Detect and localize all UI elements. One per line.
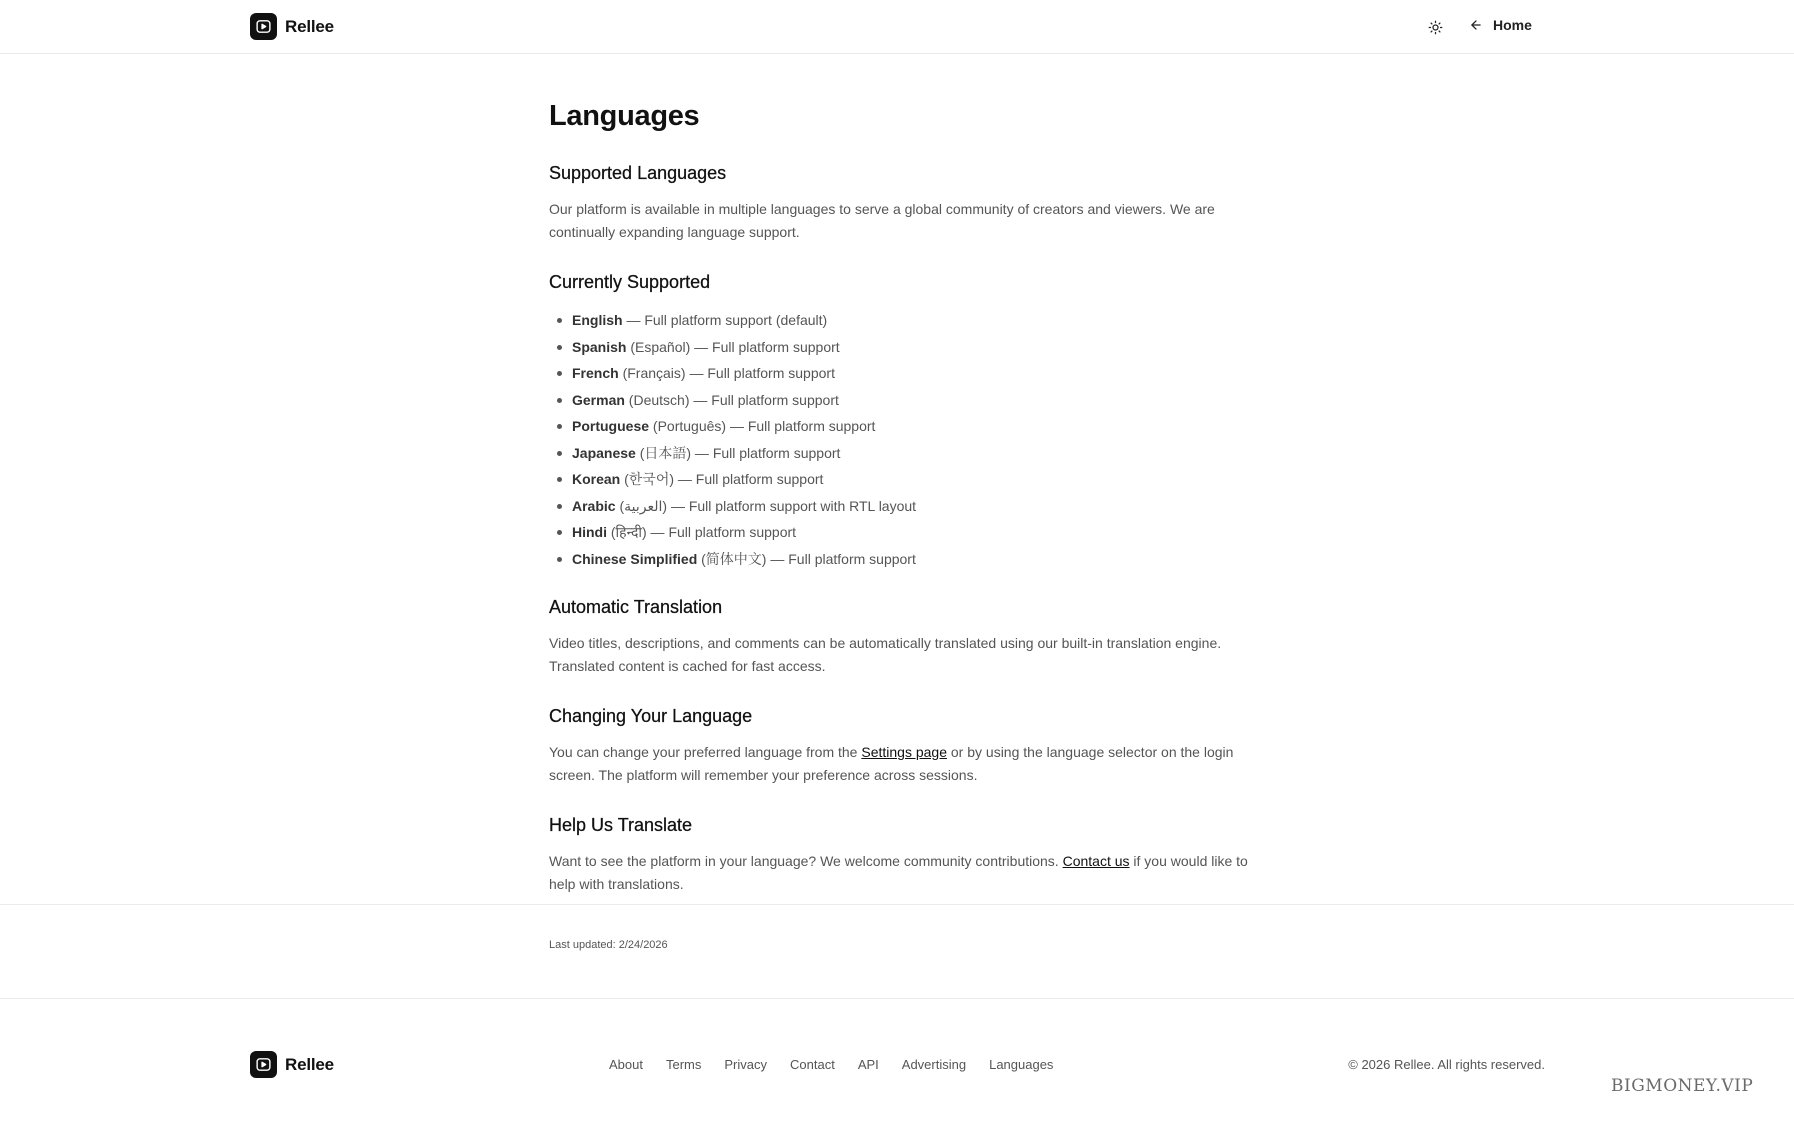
footer-link-api[interactable]: API — [857, 1057, 879, 1072]
list-item — [549, 493, 1249, 520]
language-name: Korean — [572, 471, 621, 487]
list-item — [549, 413, 1249, 440]
text-fragment: Want to see the platform in your language? We welcome community contributions. — [549, 853, 1063, 869]
arrow-left-icon — [1469, 18, 1483, 32]
language-detail: (Français) — Full platform support — [618, 365, 835, 381]
language-name: French — [572, 365, 619, 381]
language-name: Arabic — [572, 497, 616, 514]
language-name: Japanese — [572, 444, 636, 461]
list-item — [549, 307, 1249, 334]
section-heading-supported: Supported Languages — [549, 163, 727, 183]
footer-link-advertising[interactable]: Advertising — [901, 1057, 967, 1072]
last-updated-text: Last updated: 2/24/2026 — [549, 939, 668, 951]
home-link-label: Home — [1493, 17, 1532, 33]
section-text-auto-translation: Video titles, descriptions, and comments can be automatically translated using our built-in translation engine. Translated content is cached for fast access. — [549, 635, 1222, 674]
language-list — [549, 307, 1249, 572]
language-detail: (Deutsch) — Full platform support — [624, 391, 839, 408]
footer-brand-name: Rellee — [285, 1054, 334, 1074]
list-item — [549, 466, 1249, 493]
watermark: BIGMONEY.VIP — [1611, 1076, 1754, 1096]
list-item — [549, 546, 1249, 573]
footer-link-privacy[interactable]: Privacy — [724, 1057, 767, 1072]
play-box-icon — [250, 13, 277, 40]
last-updated-band — [0, 904, 1794, 999]
theme-toggle-button[interactable] — [1426, 18, 1444, 36]
section-text-help-translate — [549, 850, 1249, 896]
section-text-change-language — [549, 741, 1249, 787]
language-detail: (Português) — Full platform support — [649, 418, 876, 434]
language-detail: (简体中文) — Full platform support — [697, 550, 916, 567]
play-box-icon — [250, 1051, 277, 1078]
sun-icon — [1428, 20, 1443, 35]
language-name: German — [572, 391, 625, 408]
contact-us-link[interactable]: Contact us — [1062, 853, 1130, 869]
list-item — [549, 360, 1249, 387]
footer-link-terms[interactable]: Terms — [665, 1057, 702, 1072]
page-title: Languages — [549, 100, 700, 132]
footer-link-contact[interactable]: Contact — [790, 1057, 835, 1072]
language-name: Portuguese — [572, 418, 650, 434]
footer-brand-link[interactable] — [250, 1051, 334, 1078]
language-detail: (Español) — Full platform support — [626, 338, 840, 355]
text-fragment: or by using the language selector on the login screen. The platform will remember your preference across sessions. — [549, 744, 1234, 783]
home-link[interactable] — [1469, 17, 1532, 33]
site-header — [0, 0, 1794, 54]
section-heading-change-language: Changing Your Language — [549, 706, 753, 726]
language-detail: (हिन्दी) — Full platform support — [607, 524, 797, 540]
list-item — [549, 440, 1249, 467]
copyright-text: © 2026 Rellee. All rights reserved. — [1348, 1057, 1545, 1072]
footer-link-about[interactable]: About — [609, 1057, 643, 1072]
language-detail: (한국어) — Full platform support — [620, 471, 824, 487]
list-item — [549, 334, 1249, 361]
section-heading-help-translate: Help Us Translate — [549, 815, 693, 835]
settings-page-link[interactable]: Settings page — [861, 744, 947, 760]
text-fragment: if you would like to help with translations. — [549, 853, 1248, 892]
brand-name: Rellee — [285, 16, 334, 36]
section-text-supported: Our platform is available in multiple languages to serve a global community of creators and viewers. We are continually expanding language support. — [549, 201, 1215, 240]
language-name: Chinese Simplified — [572, 550, 698, 567]
language-name: English — [572, 312, 623, 328]
brand-home-link[interactable] — [250, 13, 334, 40]
footer-nav — [609, 1057, 1053, 1072]
footer-link-languages[interactable]: Languages — [989, 1057, 1054, 1072]
list-item — [549, 387, 1249, 414]
language-detail: (العربية) — Full platform support with RTL layout — [615, 497, 917, 514]
language-name: Hindi — [572, 524, 607, 540]
main-content — [549, 96, 1249, 921]
list-item — [549, 519, 1249, 546]
text-fragment: You can change your preferred language from the — [549, 744, 862, 760]
section-heading-current: Currently Supported — [549, 272, 711, 292]
language-name: Spanish — [572, 338, 627, 355]
language-detail: — Full platform support (default) — [622, 312, 828, 328]
language-detail: (日本語) — Full platform support — [635, 444, 841, 461]
section-heading-auto-translation: Automatic Translation — [549, 597, 723, 617]
site-footer — [0, 999, 1794, 1132]
